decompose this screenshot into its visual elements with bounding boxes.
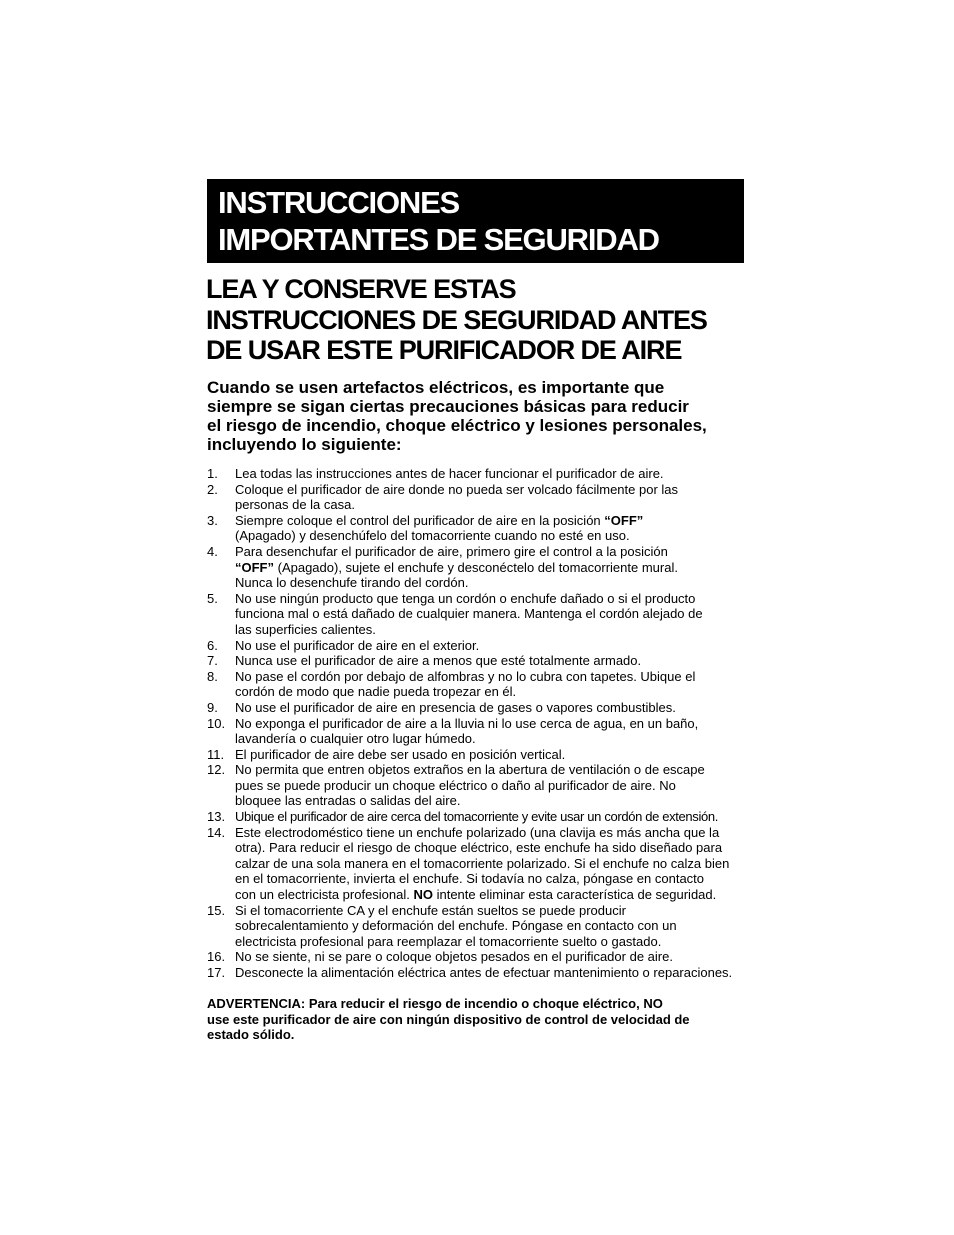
item-text: Coloque el purificador de aire donde no pueda ser volcado fácilmente por las bbox=[235, 481, 679, 497]
item-text bbox=[235, 513, 767, 529]
item-text: sobrecalentamiento y deformación del enchufe. Póngase en contacto con un bbox=[235, 918, 677, 934]
list-item bbox=[207, 591, 767, 638]
item-number: 2. bbox=[207, 481, 218, 497]
item-text: pues se puede producir un choque eléctrico o daño al purificador de aire. No bbox=[235, 777, 676, 793]
list-item bbox=[207, 747, 767, 763]
list-item bbox=[207, 825, 767, 903]
list-item bbox=[207, 653, 767, 669]
item-number: 1. bbox=[207, 466, 218, 481]
item-number: 14. bbox=[207, 824, 226, 840]
warning-paragraph bbox=[207, 996, 767, 1043]
item-text-part: intente eliminar esta característica de seguridad. bbox=[432, 887, 717, 903]
subheading bbox=[206, 274, 766, 366]
list-item bbox=[207, 482, 767, 513]
list-item bbox=[207, 762, 767, 809]
safety-instructions-list bbox=[207, 466, 767, 981]
list-item bbox=[207, 965, 767, 981]
item-number: 12. bbox=[207, 762, 226, 778]
list-item bbox=[207, 700, 767, 716]
item-number: 3. bbox=[207, 512, 218, 528]
item-text: No exponga el purificador de aire a la lluvia ni lo use cerca de agua, en un baño, bbox=[235, 715, 699, 731]
subheading-line-3: DE USAR ESTE PURIFICADOR DE AIRE bbox=[206, 335, 682, 365]
item-number: 15. bbox=[207, 902, 226, 918]
item-text: en el tomacorriente, invierta el enchufe. Si todavía no calza, póngase en contacto bbox=[235, 871, 705, 887]
item-text: Nunca lo desenchufe tirando del cordón. bbox=[235, 575, 469, 591]
item-text: electricista profesional para reemplazar el tomacorriente suelto o gastado. bbox=[235, 933, 662, 949]
item-number: 10. bbox=[207, 715, 226, 731]
list-item bbox=[207, 669, 767, 700]
item-text-part: Siempre coloque el control del purificador de aire en la posición bbox=[235, 512, 605, 528]
title-line-2: IMPORTANTES DE SEGURIDAD bbox=[218, 222, 659, 257]
item-text: Lea todas las instrucciones antes de hacer funcionar el purificador de aire. bbox=[235, 466, 664, 481]
item-text: No permita que entren objetos extraños en la abertura de ventilación o de escape bbox=[235, 762, 705, 778]
item-text bbox=[235, 560, 767, 576]
item-text: Este electrodoméstico tiene un enchufe polarizado (una clavija es más ancha que la bbox=[235, 824, 720, 840]
item-number: 7. bbox=[207, 653, 218, 669]
item-text: las superficies calientes. bbox=[235, 621, 376, 637]
item-text: Nunca use el purificador de aire a menos que esté totalmente armado. bbox=[235, 653, 642, 669]
item-text: No pase el cordón por debajo de alfombras y no lo cubra con tapetes. Ubique el bbox=[235, 668, 696, 684]
item-text: Desconecte la alimentación eléctrica antes de efectuar mantenimiento o reparaciones. bbox=[235, 965, 733, 980]
item-text: otra). Para reducir el riesgo de choque eléctrico, este enchufe ha sido diseñado para bbox=[235, 840, 723, 856]
intro-line-3: el riesgo de incendio, choque eléctrico y lesiones personales, bbox=[207, 416, 707, 435]
item-text-part: con un electricista profesional. bbox=[235, 887, 414, 903]
item-text: bloquee las entradas o salidas del aire. bbox=[235, 793, 461, 809]
item-text-part: (Apagado), sujete el enchufe y desconéctelo del tomacorriente mural. bbox=[274, 559, 678, 575]
intro-line-1: Cuando se usen artefactos eléctricos, es importante que bbox=[207, 378, 665, 397]
item-text bbox=[235, 887, 767, 903]
warning-line-3: estado sólido. bbox=[207, 1027, 295, 1043]
item-number: 17. bbox=[207, 965, 226, 980]
item-number: 4. bbox=[207, 543, 218, 559]
list-item bbox=[207, 809, 767, 825]
item-text: Si el tomacorriente CA y el enchufe están sueltos se puede producir bbox=[235, 902, 626, 918]
list-item bbox=[207, 716, 767, 747]
item-text: No use el purificador de aire en el exterior. bbox=[235, 637, 480, 653]
item-text: Ubique el purificador de aire cerca del tomacorriente y evite usar un cordón de extensión. bbox=[235, 809, 719, 825]
intro-line-4: incluyendo lo siguiente: bbox=[207, 435, 402, 454]
item-text: Para desenchufar el purificador de aire, primero gire el control a la posición bbox=[235, 543, 668, 559]
off-emphasis: “OFF” bbox=[604, 512, 644, 528]
list-item bbox=[207, 466, 767, 482]
item-text: No use el purificador de aire en presencia de gases o vapores combustibles. bbox=[235, 699, 676, 715]
item-text: No use ningún producto que tenga un cordón o enchufe dañado o si el producto bbox=[235, 590, 696, 606]
item-number: 13. bbox=[207, 809, 226, 825]
item-text: cordón de modo que nadie pueda tropezar en él. bbox=[235, 684, 517, 700]
list-item bbox=[207, 544, 767, 591]
item-number: 8. bbox=[207, 668, 218, 684]
list-item bbox=[207, 638, 767, 654]
item-text: personas de la casa. bbox=[235, 497, 355, 513]
item-text: No se siente, ni se pare o coloque objetos pesados en el purificador de aire. bbox=[235, 949, 673, 965]
item-text: lavandería o cualquier otro lugar húmedo. bbox=[235, 731, 476, 747]
item-text: funciona mal o está dañado de cualquier manera. Mantenga el cordón alejado de bbox=[235, 606, 703, 622]
subheading-line-2: INSTRUCCIONES DE SEGURIDAD ANTES bbox=[206, 304, 707, 335]
subheading-line-1: LEA Y CONSERVE ESTAS bbox=[206, 274, 516, 304]
intro-paragraph bbox=[207, 378, 767, 454]
intro-line-2: siempre se sigan ciertas precauciones básicas para reducir bbox=[207, 397, 689, 416]
warning-line-1: ADVERTENCIA: Para reducir el riesgo de incendio o choque eléctrico, NO bbox=[207, 996, 663, 1011]
title-line-1: INSTRUCCIONES bbox=[218, 185, 460, 220]
warning-line-2: use este purificador de aire con ningún dispositivo de control de velocidad de bbox=[207, 1011, 690, 1027]
item-text: (Apagado) y desenchúfelo del tomacorriente cuando no esté en uso. bbox=[235, 528, 630, 544]
item-number: 9. bbox=[207, 699, 218, 715]
item-number: 6. bbox=[207, 637, 218, 653]
list-item bbox=[207, 903, 767, 950]
off-emphasis: “OFF” bbox=[235, 559, 274, 575]
no-emphasis: NO bbox=[413, 887, 433, 903]
list-item bbox=[207, 513, 767, 544]
item-text: calzar de una sola manera en el tomacorriente polarizado. Si el enchufe no calza bien bbox=[235, 855, 730, 871]
item-number: 5. bbox=[207, 590, 218, 606]
item-number: 11. bbox=[207, 746, 225, 762]
item-text: El purificador de aire debe ser usado en posición vertical. bbox=[235, 746, 566, 762]
title-banner bbox=[207, 179, 744, 263]
list-item bbox=[207, 949, 767, 965]
item-number: 16. bbox=[207, 949, 226, 965]
